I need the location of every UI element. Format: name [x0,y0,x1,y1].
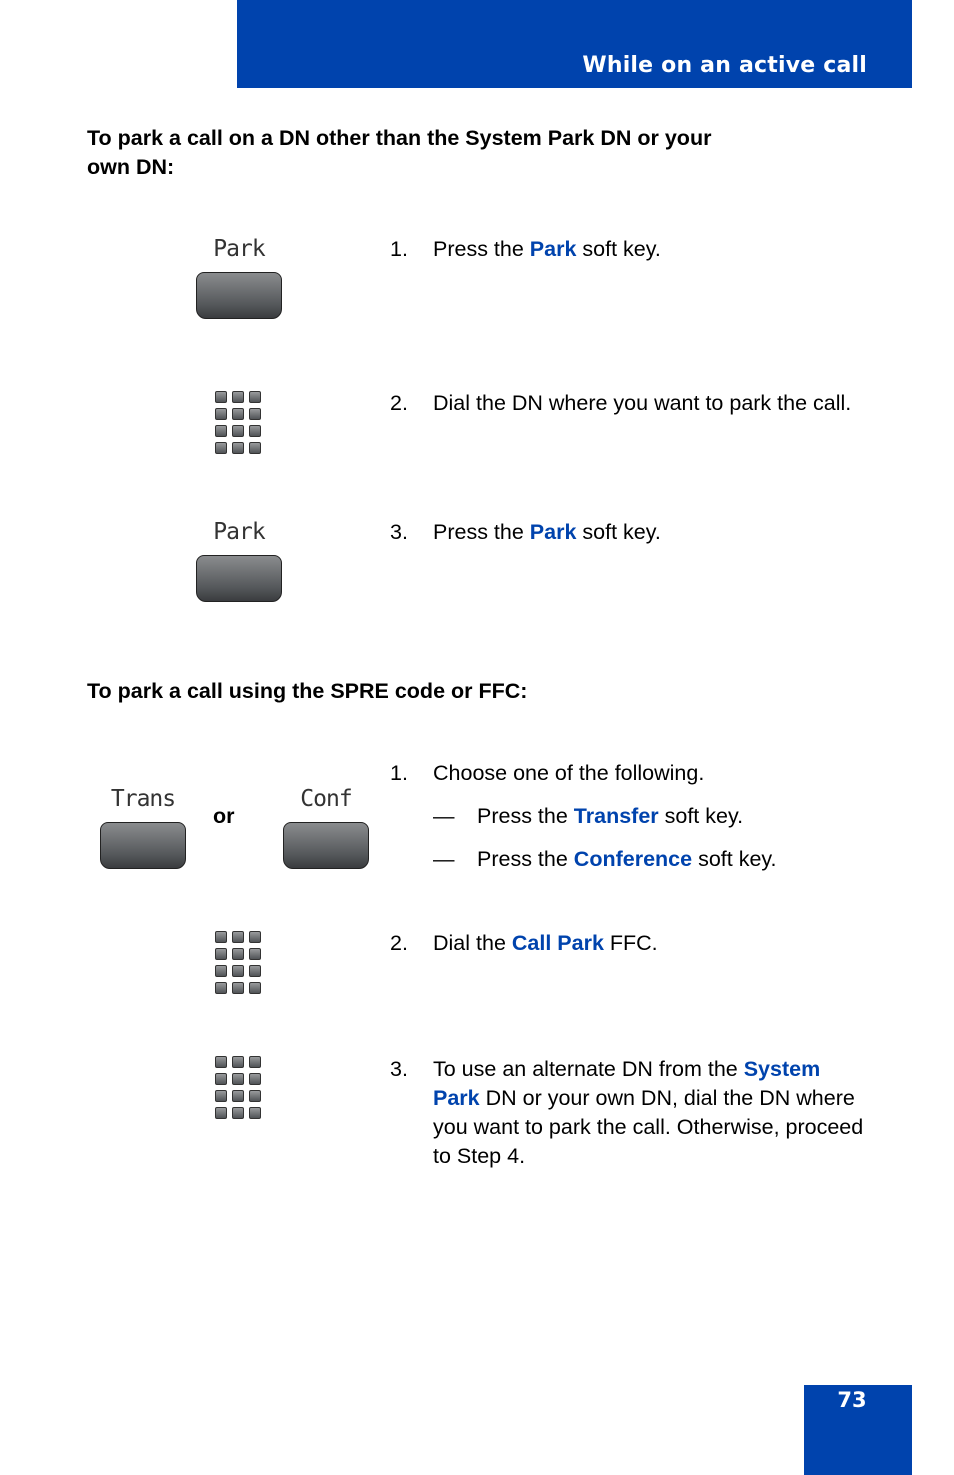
dialpad-key-icon [215,1056,227,1068]
dialpad-key-icon [249,442,261,454]
dialpad-key-icon [249,408,261,420]
dialpad-key-icon [232,1107,244,1119]
dialpad-key-icon [232,965,244,977]
park-key-name: Park [529,520,577,544]
dialpad-key-icon [232,391,244,403]
softkey-label: Conf [300,786,352,812]
park-key-name: Park [529,237,577,261]
dialpad-key-icon [249,425,261,437]
dialpad-key-icon [249,1056,261,1068]
trans-softkey-icon [98,786,188,866]
dialpad-key-icon [232,982,244,994]
dialpad-key-icon [249,948,261,960]
dialpad-key-icon [232,425,244,437]
dialpad-key-icon [232,1090,244,1102]
dialpad-key-icon [215,948,227,960]
dialpad-key-icon [249,391,261,403]
dialpad-key-icon [215,442,227,454]
dialpad-key-icon [232,931,244,943]
system-park-name: System Park [433,1057,821,1110]
softkey-label: Park [213,519,265,545]
softkey-label: Trans [110,786,176,812]
softkey-button-icon [100,822,186,869]
conference-key-name: Conference [573,847,693,871]
page-number: 73 [837,1388,867,1412]
softkey-button-icon [196,272,282,319]
call-park-name: Call Park [511,931,604,955]
conf-softkey-icon [281,786,371,866]
dialpad-icon [215,1056,263,1124]
header-bar [237,0,912,88]
dialpad-key-icon [249,965,261,977]
page-number-box [804,1385,912,1475]
chapter-title: While on an active call [582,53,867,78]
dialpad-key-icon [232,442,244,454]
dialpad-key-icon [215,391,227,403]
dialpad-key-icon [215,425,227,437]
dialpad-icon [215,391,263,459]
dialpad-key-icon [232,1056,244,1068]
dialpad-key-icon [215,408,227,420]
section2-heading: To park a call using the SPRE code or FFC: [87,679,528,703]
dialpad-key-icon [249,982,261,994]
dialpad-icon [215,931,263,999]
park-softkey-icon [194,236,284,316]
dialpad-key-icon [215,1107,227,1119]
dialpad-key-icon [215,931,227,943]
dialpad-key-icon [232,1073,244,1085]
dialpad-key-icon [249,1107,261,1119]
softkey-button-icon [283,822,369,869]
dialpad-key-icon [215,982,227,994]
dialpad-key-icon [249,1090,261,1102]
section1-heading: To park a call on a DN other than the System Park DN or your own DN: [87,126,712,179]
transfer-key-name: Transfer [573,804,659,828]
or-label: or [213,804,235,828]
dialpad-key-icon [232,408,244,420]
softkey-button-icon [196,555,282,602]
dialpad-key-icon [215,1073,227,1085]
park-softkey-icon [194,519,284,599]
dialpad-key-icon [215,965,227,977]
dialpad-key-icon [249,1073,261,1085]
dialpad-key-icon [215,1090,227,1102]
dialpad-key-icon [232,948,244,960]
softkey-label: Park [213,236,265,262]
dialpad-key-icon [249,931,261,943]
